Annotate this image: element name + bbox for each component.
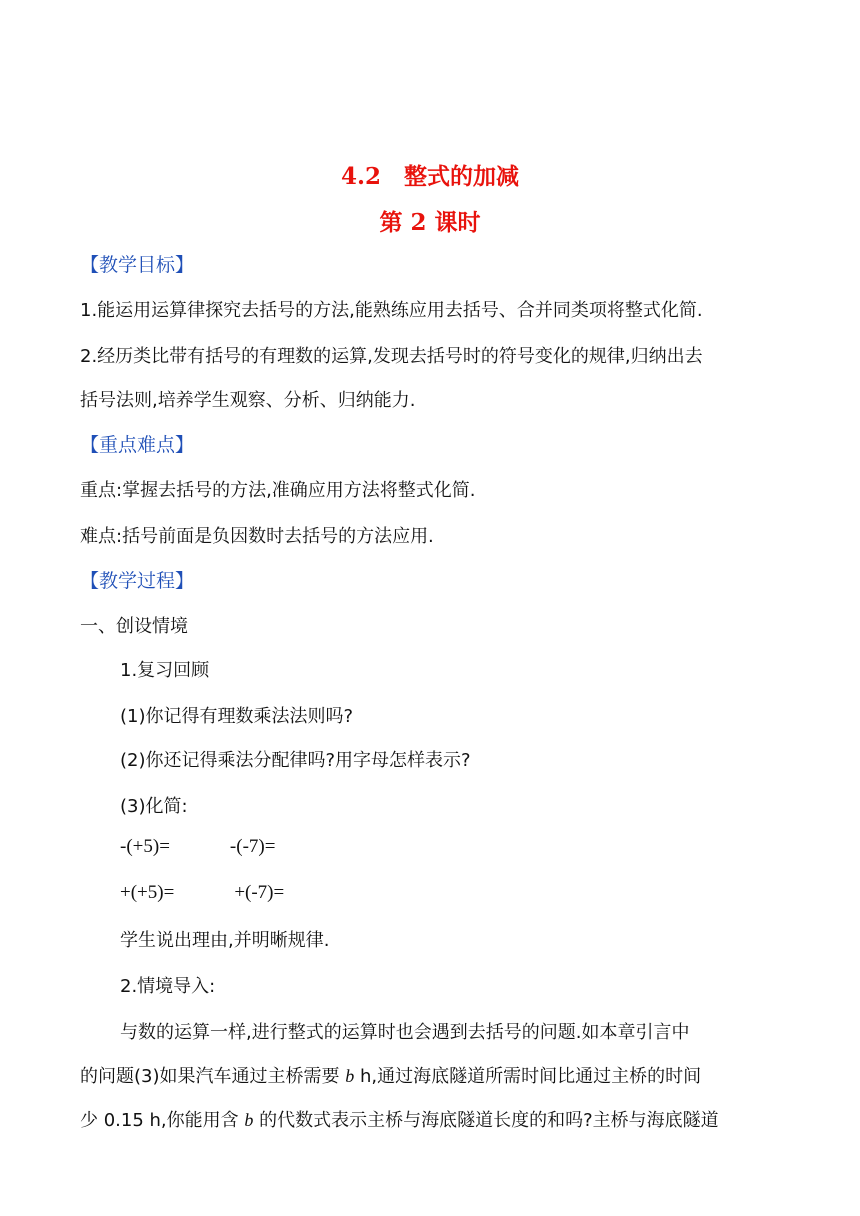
section-heading-key-points: 【重点难点】: [80, 434, 195, 456]
expression-row-1: [120, 836, 820, 858]
process-part-1-heading: 一、创设情境: [80, 616, 188, 637]
student-note: 学生说出理由,并明晰规律.: [120, 930, 330, 951]
key-point-difficulty: 难点:括号前面是负因数时去括号的方法应用.: [80, 526, 434, 547]
key-point-focus: 重点:掌握去括号的方法,准确应用方法将整式化简.: [80, 480, 476, 501]
scene-title: 2.情境导入:: [120, 976, 216, 997]
expression-pos-neg7: +(-7)=: [234, 882, 285, 903]
review-question-3: (3)化简:: [120, 796, 188, 817]
paragraph-line-3: [80, 1106, 780, 1132]
paragraph-line-2-start: 的问题(3)如果汽车通过主桥需要: [80, 1066, 346, 1087]
review-question-2: (2)你还记得乘法分配律吗?用字母怎样表示?: [120, 750, 471, 771]
lesson-subtitle: 第 2 课时: [379, 209, 481, 236]
variable-b: b: [345, 1066, 355, 1086]
expression-row-2: [120, 882, 820, 904]
expression-neg-pos5: -(+5)=: [120, 836, 170, 857]
objective-item-2-line-2: 括号法则,培养学生观察、分析、归纳能力.: [80, 390, 416, 411]
section-heading-process: 【教学过程】: [80, 570, 195, 592]
expression-pos-pos5: +(+5)=: [120, 882, 175, 903]
expression-neg-neg7: -(-7)=: [229, 836, 276, 857]
objective-item-2-line-1: 2.经历类比带有括号的有理数的运算,发现去括号时的符号变化的规律,归纳出去: [80, 346, 703, 367]
lesson-title: 4.2 整式的加减: [340, 163, 519, 190]
variable-b: b: [244, 1110, 254, 1130]
review-title: 1.复习回顾: [120, 660, 210, 681]
paragraph-line-2: [80, 1062, 780, 1088]
section-heading-objectives: 【教学目标】: [80, 254, 195, 276]
paragraph-line-2-end: h,通过海底隧道所需时间比通过主桥的时间: [354, 1066, 702, 1087]
review-question-1: (1)你记得有理数乘法法则吗?: [120, 706, 354, 727]
objective-item-1: 1.能运用运算律探究去括号的方法,能熟练应用去括号、合并同类项将整式化简.: [80, 300, 703, 321]
paragraph-line-1: 与数的运算一样,进行整式的运算时也会遇到去括号的问题.如本章引言中: [120, 1022, 690, 1043]
paragraph-line-3-end: 的代数式表示主桥与海底隧道长度的和吗?主桥与海底隧道: [253, 1110, 719, 1131]
paragraph-line-3-start: 少 0.15 h,你能用含: [80, 1110, 245, 1131]
